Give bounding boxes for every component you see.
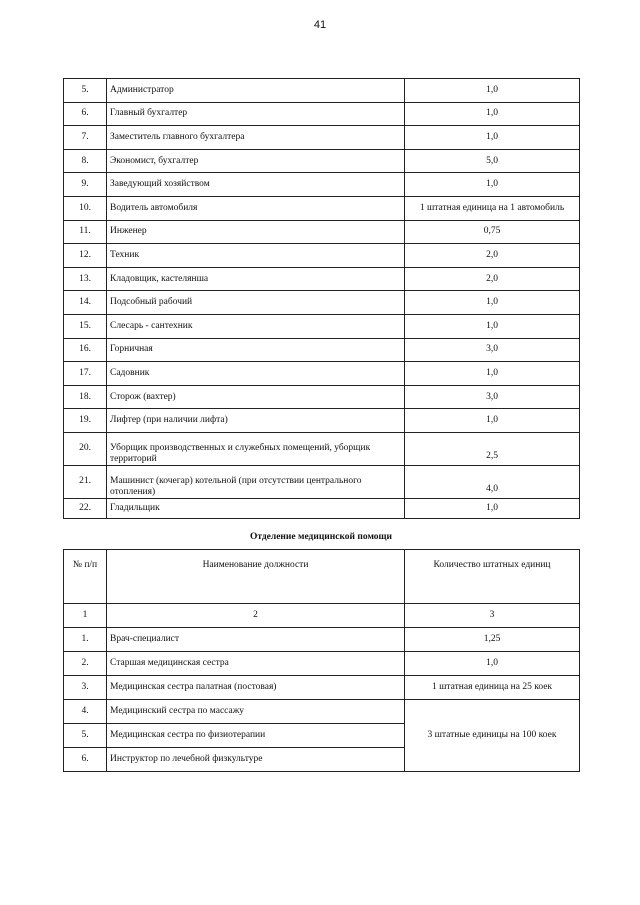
- position-name: Старшая медицинская сестра: [107, 652, 405, 676]
- row-number: 4.: [64, 700, 107, 724]
- position-name: Инженер: [107, 220, 405, 244]
- staff-count: 1,25: [405, 628, 580, 652]
- row-number: 2.: [64, 652, 107, 676]
- row-number: 5.: [64, 724, 107, 748]
- row-number: 1.: [64, 628, 107, 652]
- row-number: 9.: [64, 173, 107, 197]
- position-name: Медицинская сестра палатная (постовая): [107, 676, 405, 700]
- staff-count: 1,0: [405, 291, 580, 315]
- table-row: [64, 220, 580, 244]
- table-row: [64, 338, 580, 362]
- table-row: [64, 700, 580, 724]
- position-name: Техник: [107, 244, 405, 268]
- table-row: [64, 196, 580, 220]
- row-number: 6.: [64, 748, 107, 772]
- row-number: 8.: [64, 149, 107, 173]
- position-name: Администратор: [107, 79, 405, 103]
- table-row: [64, 149, 580, 173]
- table-row: [64, 498, 580, 518]
- staff-count: 3,0: [405, 385, 580, 409]
- row-number: 3.: [64, 676, 107, 700]
- position-name: Гладильщик: [107, 498, 405, 518]
- staff-count: 1,0: [405, 652, 580, 676]
- staff-count: 1,0: [405, 102, 580, 126]
- position-name: Заведующий хозяйством: [107, 173, 405, 197]
- page-number: 41: [313, 19, 327, 31]
- table-row: [64, 652, 580, 676]
- row-number: 18.: [64, 385, 107, 409]
- row-number: 16.: [64, 338, 107, 362]
- row-number: 10.: [64, 196, 107, 220]
- column-number-row: [64, 604, 580, 628]
- position-name: Подсобный рабочий: [107, 291, 405, 315]
- staff-count: 2,0: [405, 267, 580, 291]
- row-number: 13.: [64, 267, 107, 291]
- row-number: 21.: [64, 465, 107, 498]
- table-row: [64, 409, 580, 433]
- position-name: Кладовщик, кастелянша: [107, 267, 405, 291]
- row-number: 20.: [64, 432, 107, 465]
- position-name: Медицинский сестра по массажу: [107, 700, 405, 724]
- staff-count: 1,0: [405, 126, 580, 150]
- table-row: [64, 432, 580, 465]
- table-row: [64, 362, 580, 386]
- position-name: Лифтер (при наличии лифта): [107, 409, 405, 433]
- position-name: Заместитель главного бухгалтера: [107, 126, 405, 150]
- position-name: Врач-специалист: [107, 628, 405, 652]
- table-row: [64, 244, 580, 268]
- row-number: 15.: [64, 314, 107, 338]
- medical-staff-table: [63, 549, 580, 772]
- staff-table-continued: [63, 78, 580, 519]
- staff-count: 1,0: [405, 362, 580, 386]
- position-name: Уборщик производственных и служебных помещений, уборщик территорий: [107, 432, 405, 465]
- table-row: [64, 628, 580, 652]
- table-row: [64, 267, 580, 291]
- row-number: 5.: [64, 79, 107, 103]
- col-number-3: 3: [405, 604, 580, 628]
- position-name: Горничная: [107, 338, 405, 362]
- header-position: Наименование должности: [107, 550, 405, 604]
- table-row: [64, 126, 580, 150]
- table-row: [64, 385, 580, 409]
- row-number: 22.: [64, 498, 107, 518]
- table-row: [64, 79, 580, 103]
- row-number: 12.: [64, 244, 107, 268]
- header-number: № п/п: [64, 550, 107, 604]
- staff-count: 1 штатная единица на 1 автомобиль: [405, 196, 580, 220]
- row-number: 7.: [64, 126, 107, 150]
- staff-count-merged: 3 штатные единицы на 100 коек: [405, 700, 580, 772]
- staff-count: 1,0: [405, 314, 580, 338]
- staff-count: 0,75: [405, 220, 580, 244]
- position-name: Инструктор по лечебной физкультуре: [107, 748, 405, 772]
- row-number: 17.: [64, 362, 107, 386]
- row-number: 19.: [64, 409, 107, 433]
- col-number-2: 2: [107, 604, 405, 628]
- position-name: Водитель автомобиля: [107, 196, 405, 220]
- row-number: 14.: [64, 291, 107, 315]
- table-row: [64, 102, 580, 126]
- section-title: Отделение медицинской помощи: [249, 532, 393, 542]
- table-row: [64, 676, 580, 700]
- staff-count: 1,0: [405, 498, 580, 518]
- position-name: Слесарь - сантехник: [107, 314, 405, 338]
- staff-count: 1,0: [405, 173, 580, 197]
- col-number-1: 1: [64, 604, 107, 628]
- table-row: [64, 465, 580, 498]
- position-name: Машинист (кочегар) котельной (при отсутствии центрального отопления): [107, 465, 405, 498]
- table-row: [64, 173, 580, 197]
- staff-count: 1,0: [405, 409, 580, 433]
- table-row: [64, 314, 580, 338]
- position-name: Медицинская сестра по физиотерапии: [107, 724, 405, 748]
- table-row: [64, 291, 580, 315]
- position-name: Садовник: [107, 362, 405, 386]
- position-name: Сторож (вахтер): [107, 385, 405, 409]
- staff-count: 5,0: [405, 149, 580, 173]
- staff-count: 2,5: [405, 432, 580, 465]
- staff-count: 1,0: [405, 79, 580, 103]
- position-name: Главный бухгалтер: [107, 102, 405, 126]
- table-header-row: [64, 550, 580, 604]
- staff-count: 1 штатная единица на 25 коек: [405, 676, 580, 700]
- header-count: Количество штатных единиц: [405, 550, 580, 604]
- row-number: 6.: [64, 102, 107, 126]
- position-name: Экономист, бухгалтер: [107, 149, 405, 173]
- staff-count: 3,0: [405, 338, 580, 362]
- staff-count: 2,0: [405, 244, 580, 268]
- row-number: 11.: [64, 220, 107, 244]
- staff-count: 4,0: [405, 465, 580, 498]
